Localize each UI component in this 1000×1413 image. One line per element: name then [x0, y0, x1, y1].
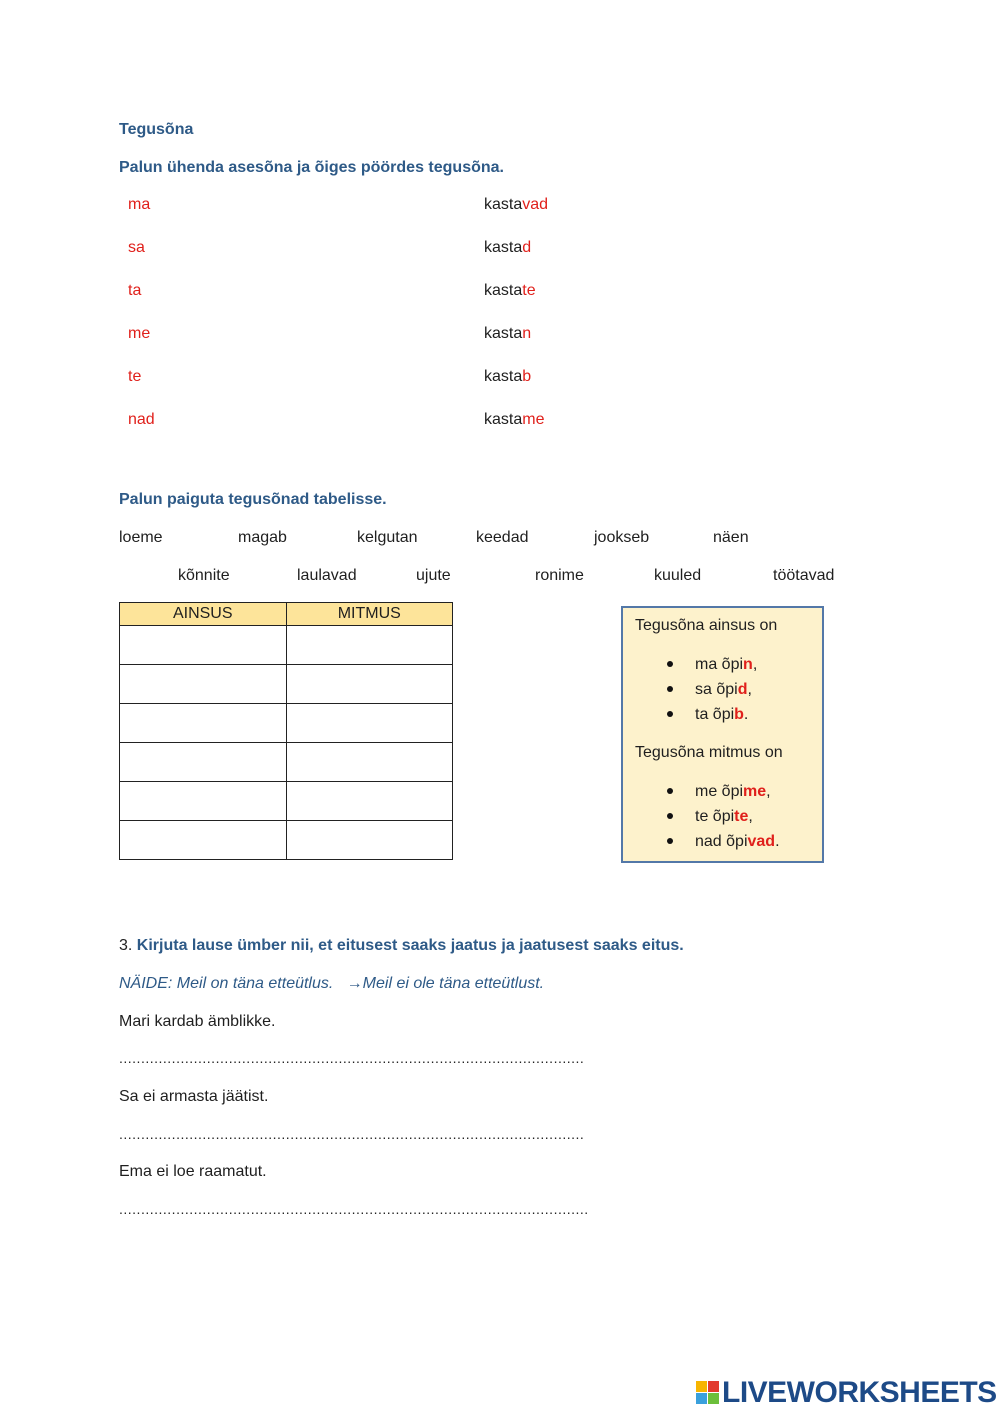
- form-ending: me: [743, 783, 767, 800]
- verb-stem: kasta: [484, 325, 523, 342]
- drop-cell-ainsus[interactable]: [120, 821, 287, 860]
- drop-cell-ainsus[interactable]: [120, 704, 287, 743]
- bullet-icon: [667, 788, 673, 794]
- table-row: [120, 665, 453, 704]
- drop-cell-mitmus[interactable]: [286, 821, 453, 860]
- bullet-icon: [667, 838, 673, 844]
- form-punct: ,: [747, 681, 752, 698]
- word-chip[interactable]: magab: [238, 529, 287, 546]
- form-ending: b: [734, 706, 744, 723]
- sentence-1: Mari kardab ämblikke.: [119, 1013, 276, 1030]
- answer-line-3[interactable]: ...........................................................................................................: [119, 1201, 589, 1217]
- verb-ending: d: [522, 239, 532, 256]
- grammar-info-box: [621, 606, 824, 863]
- bullet-icon: [667, 686, 673, 692]
- word-chip[interactable]: töötavad: [773, 567, 835, 584]
- sentence-2: Sa ei armasta jäätist.: [119, 1088, 269, 1105]
- word-chip[interactable]: näen: [713, 529, 749, 546]
- word-chip[interactable]: keedad: [476, 529, 529, 546]
- form-punct: ,: [748, 808, 753, 825]
- bullet-icon: [667, 661, 673, 667]
- sentence-3: Ema ei loe raamatut.: [119, 1163, 267, 1180]
- drop-cell-mitmus[interactable]: [286, 665, 453, 704]
- column-header-mitmus: MITMUS: [286, 603, 453, 626]
- word-chip[interactable]: ujute: [416, 567, 451, 584]
- form-stem: sa õpi: [695, 681, 738, 698]
- word-chip[interactable]: kõnnite: [178, 567, 230, 584]
- pronoun-me[interactable]: me: [128, 325, 151, 342]
- verb-stem: kasta: [484, 282, 523, 299]
- verb-stem: kasta: [484, 368, 523, 385]
- verb-item[interactable]: [484, 325, 531, 343]
- arrow-right-icon: →: [346, 975, 363, 992]
- singular-list: [623, 652, 757, 727]
- list-item: [623, 677, 757, 702]
- verb-ending: b: [522, 368, 532, 385]
- logo-wordmark: LIVEWORKSHEETS: [722, 1376, 997, 1409]
- word-chip[interactable]: laulavad: [297, 567, 357, 584]
- word-chip[interactable]: kelgutan: [357, 529, 418, 546]
- list-item: [623, 804, 780, 829]
- drop-cell-mitmus[interactable]: [286, 626, 453, 665]
- verb-item[interactable]: [484, 239, 531, 257]
- pronoun-nad[interactable]: nad: [128, 411, 155, 428]
- word-chip[interactable]: ronime: [535, 567, 584, 584]
- table-row: [120, 743, 453, 782]
- verb-item[interactable]: [484, 368, 531, 386]
- task1-instruction: Palun ühenda asesõna ja õiges pöördes tegusõna.: [119, 159, 504, 176]
- bullet-icon: [667, 711, 673, 717]
- verb-item[interactable]: [484, 411, 544, 429]
- word-chip[interactable]: jookseb: [594, 529, 650, 546]
- pronoun-sa[interactable]: sa: [128, 239, 145, 256]
- verb-stem: kasta: [484, 411, 523, 428]
- verb-item[interactable]: [484, 282, 536, 300]
- answer-line-2[interactable]: ..........................................................................................................: [119, 1126, 585, 1142]
- sorting-table: [119, 602, 453, 860]
- verb-item[interactable]: [484, 196, 548, 214]
- task3-number: 3.: [119, 937, 133, 954]
- pronoun-ma[interactable]: ma: [128, 196, 151, 213]
- table-row: [120, 704, 453, 743]
- verb-ending: me: [522, 411, 545, 428]
- form-ending: n: [743, 656, 753, 673]
- plural-list: [623, 779, 780, 854]
- pronoun-ta[interactable]: ta: [128, 282, 142, 299]
- bullet-icon: [667, 813, 673, 819]
- drop-cell-ainsus[interactable]: [120, 743, 287, 782]
- logo-grid-icon: [696, 1381, 720, 1405]
- form-punct: ,: [766, 783, 771, 800]
- table-row: [120, 782, 453, 821]
- form-punct: .: [743, 706, 749, 723]
- drop-cell-mitmus[interactable]: [286, 704, 453, 743]
- singular-heading: Tegusõna ainsus on: [635, 617, 778, 634]
- verb-ending: n: [522, 325, 532, 342]
- drop-cell-ainsus[interactable]: [120, 626, 287, 665]
- table-row: [120, 626, 453, 665]
- form-stem: me õpi: [695, 783, 744, 800]
- drop-cell-ainsus[interactable]: [120, 665, 287, 704]
- verb-ending: vad: [522, 196, 549, 213]
- form-stem: nad õpi: [695, 833, 748, 850]
- drop-cell-mitmus[interactable]: [286, 743, 453, 782]
- form-ending: vad: [747, 833, 776, 850]
- page-title: Tegusõna: [119, 121, 194, 138]
- list-item: [623, 702, 757, 727]
- form-ending: d: [737, 681, 748, 698]
- pronoun-te[interactable]: te: [128, 368, 142, 385]
- task3-heading: [119, 937, 684, 955]
- word-chip[interactable]: loeme: [119, 529, 163, 546]
- list-item: [623, 829, 780, 854]
- verb-stem: kasta: [484, 196, 523, 213]
- example-line: [119, 975, 544, 993]
- drop-cell-ainsus[interactable]: [120, 782, 287, 821]
- verb-ending: te: [522, 282, 536, 299]
- table-row: [120, 821, 453, 860]
- form-punct: .: [775, 833, 780, 850]
- task2-instruction: Palun paiguta tegusõnad tabelisse.: [119, 491, 387, 508]
- answer-line-1[interactable]: ..........................................................................................................: [119, 1050, 585, 1066]
- column-header-ainsus: AINSUS: [120, 603, 287, 626]
- verb-stem: kasta: [484, 239, 523, 256]
- word-chip[interactable]: kuuled: [654, 567, 702, 584]
- example-result: Meil ei ole täna etteütlust.: [362, 975, 545, 992]
- form-punct: ,: [752, 656, 758, 673]
- list-item: [623, 779, 780, 804]
- list-item: [623, 652, 757, 677]
- plural-heading: Tegusõna mitmus on: [635, 744, 783, 761]
- form-stem: ma õpi: [695, 656, 744, 673]
- drop-cell-mitmus[interactable]: [286, 782, 453, 821]
- form-ending: te: [734, 808, 749, 825]
- form-stem: te õpi: [695, 808, 735, 825]
- form-stem: ta õpi: [695, 706, 735, 723]
- example-label: NÄIDE: Meil on täna etteütlus.: [119, 975, 334, 992]
- task3-instruction: Kirjuta lause ümber nii, et eitusest saaks jaatus ja jaatusest saaks eitus.: [136, 937, 684, 954]
